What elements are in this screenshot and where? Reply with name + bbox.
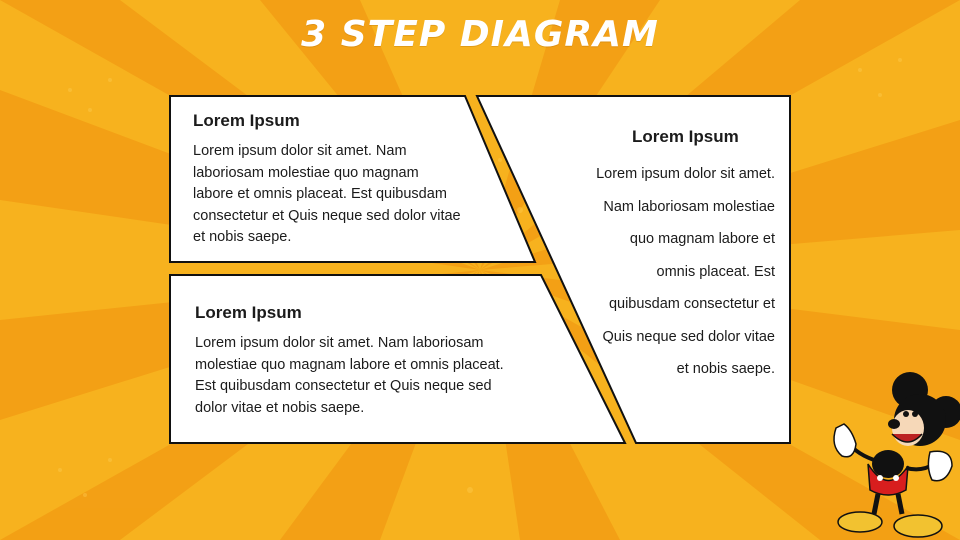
step-3-body: Lorem ipsum dolor sit amet. Nam laboriosam molestiae quo magnam labore et omnis placeat. Est quibusdam consectetur et Quis neque sed dolor vitae et nobis saepe.	[596, 166, 775, 377]
step-2-heading: Lorem Ipsum	[195, 303, 302, 322]
cartoon-mouse-mascot-icon	[822, 368, 960, 540]
step-1-heading: Lorem Ipsum	[193, 111, 300, 130]
step-2-body: Lorem ipsum dolor sit amet. Nam laboriosam molestiae quo magnam labore et omnis placeat. Est quibusdam consectetur et Quis neque sed dolor vitae et nobis saepe.	[195, 335, 504, 416]
page-title: 3 STEP DIAGRAM	[301, 14, 659, 55]
step-1-body: Lorem ipsum dolor sit amet. Nam laboriosam molestiae quo magnam labore et omnis placeat. Est quibusdam consectetur et Quis neque sed dolor vitae et nobis saepe.	[193, 143, 461, 245]
step-3-heading: Lorem Ipsum	[632, 127, 739, 146]
